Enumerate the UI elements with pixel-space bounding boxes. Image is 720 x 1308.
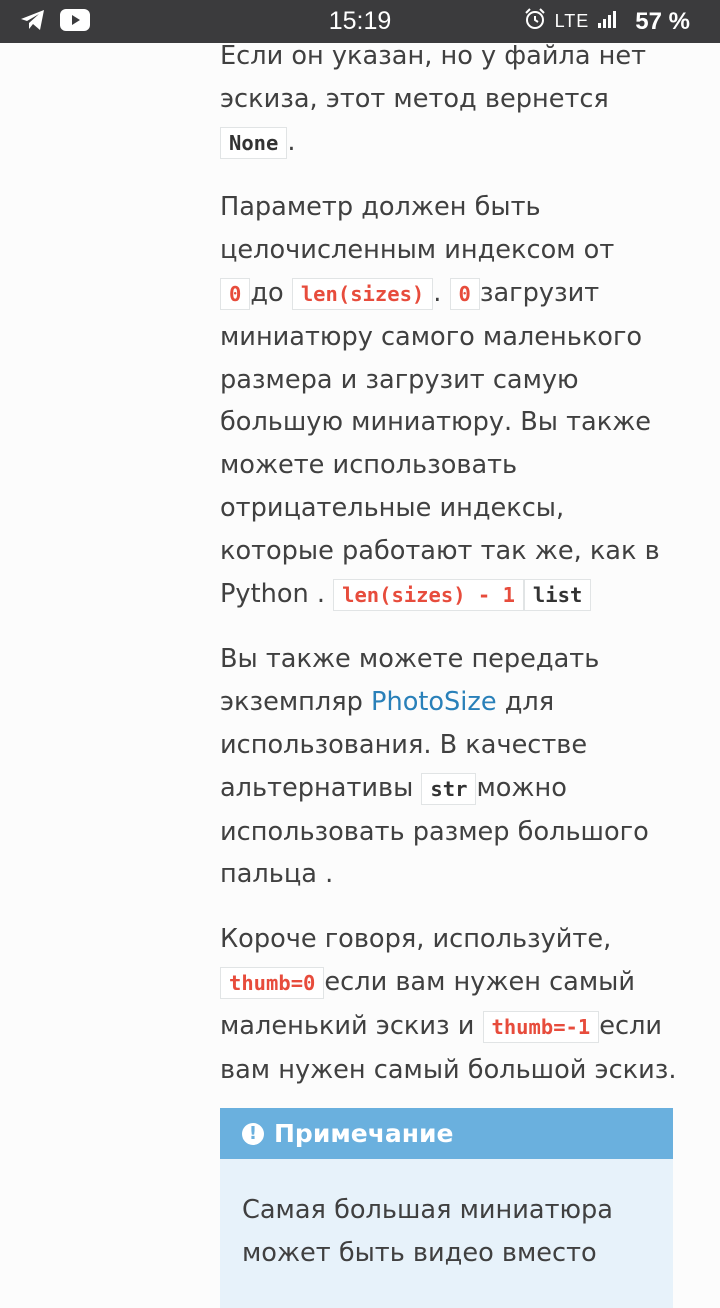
text: до <box>250 277 292 308</box>
network-type: LTE <box>554 11 590 31</box>
clock: 15:19 <box>328 7 392 35</box>
text: Параметр должен быть целочисленным индексом от <box>220 192 615 266</box>
code-list: list <box>524 579 591 611</box>
paragraph-thumb-none <box>220 35 680 164</box>
code-zero: 0 <box>220 278 250 310</box>
code-len-sizes-minus-one: len(sizes) - 1 <box>333 579 524 611</box>
code-str: str <box>421 773 476 805</box>
text: Если он указан, но у файла нет эскиза, этот метод вернется <box>220 41 647 114</box>
code-zero: 0 <box>450 278 480 310</box>
text: Короче говоря, используйте, <box>220 924 612 955</box>
note-header <box>220 1108 673 1159</box>
text: загрузит миниатюру самого маленького размера и загрузит самую большую миниатюру. Вы также можете использовать отрицательные индексы, которые работают так же, как в Python . <box>220 277 660 609</box>
alarm-icon <box>523 7 547 37</box>
code-len-sizes: len(sizes) <box>292 278 433 310</box>
paragraph-photosize <box>220 638 680 896</box>
text: можно использовать размер большого пальца . <box>220 772 649 890</box>
text: если вам нужен самый большой эскиз. <box>220 1010 677 1085</box>
signal-icon <box>597 9 617 35</box>
text: Вы также можете передать экземпляр <box>220 644 600 718</box>
photosize-link[interactable]: PhotoSize <box>371 687 497 718</box>
paragraph-thumb-index <box>220 186 680 616</box>
text: . <box>287 126 296 157</box>
text: . <box>433 277 450 308</box>
note-title: Примечание <box>274 1119 454 1148</box>
code-thumb-minus-one: thumb=-1 <box>483 1011 600 1043</box>
exclamation-icon: ! <box>242 1123 264 1145</box>
text: для использования. В качестве альтернативы <box>220 687 588 803</box>
code-none: None <box>220 127 287 159</box>
note-body: Самая большая миниатюра может быть видео вместо <box>242 1195 613 1268</box>
text: если вам нужен самый маленький эскиз и <box>220 966 636 1041</box>
note-admonition <box>220 1108 673 1308</box>
paragraph-summary <box>220 918 680 1091</box>
battery-level: 57 % <box>635 7 690 35</box>
doc-content <box>220 35 680 1113</box>
code-thumb-zero: thumb=0 <box>220 967 324 999</box>
